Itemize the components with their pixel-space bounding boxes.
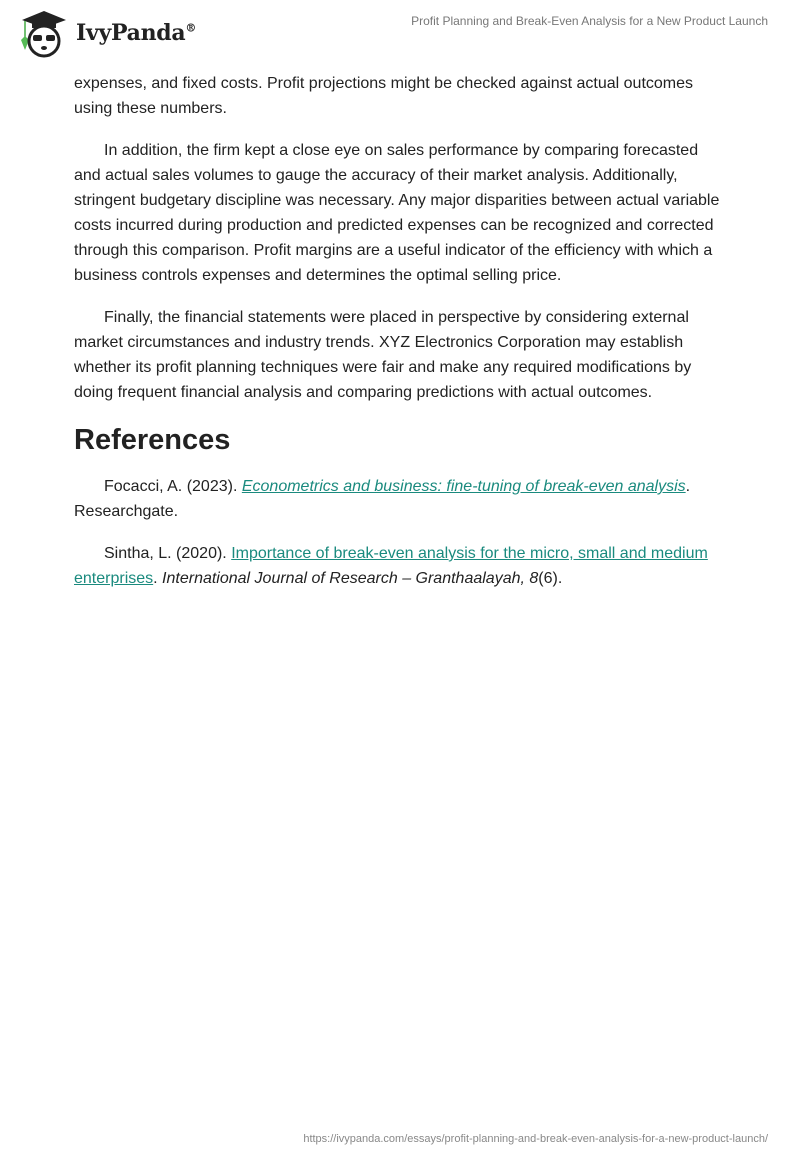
reference-item: Sintha, L. (2020). Importance of break-even analysis for the micro, small and medium enterprises. International Journal of Research – Granthaalayah, 8(6).: [74, 545, 708, 587]
ivypanda-logo[interactable]: [18, 8, 196, 58]
paragraph: In addition, the firm kept a close eye on sales performance by comparing forecasted and actual sales volumes to gauge the accuracy of their market analysis. Additionally, stringent budgetary discipline was necessary. Any major disparities between actual variable costs incurred during production and predicted expenses can be recognized and corrected through this comparison. Profit margins are a useful indicator of the efficiency with which a business controls expenses and determines the optimal selling price.: [74, 142, 720, 284]
logo-text: IvyPanda®: [76, 20, 197, 46]
reference-item: Focacci, A. (2023). Econometrics and business: fine-tuning of break-even analysis. Researchgate.: [74, 478, 691, 520]
panda-graduate-icon: [18, 8, 70, 58]
document-title: Profit Planning and Break-Even Analysis for a New Product Launch: [411, 14, 768, 28]
references-heading: References: [74, 424, 231, 456]
reference-link[interactable]: Econometrics and business: fine-tuning of break-even analysis: [241, 478, 686, 495]
source-url: https://ivypanda.com/essays/profit-planning-and-break-even-analysis-for-a-new-product-launch/: [303, 1133, 768, 1145]
reference-link[interactable]: Importance of break-even analysis for the micro, small and medium enterprises: [74, 545, 708, 587]
paragraph: expenses, and fixed costs. Profit projections might be checked against actual outcomes using these numbers.: [74, 75, 694, 117]
essay-content: [74, 71, 724, 608]
paragraph: Finally, the financial statements were placed in perspective by considering external market circumstances and industry trends. XYZ Electronics Corporation may establish whether its profit planning techniques were fair and make any required modifications by doing frequent financial analysis and comparing predictions with actual outcomes.: [74, 309, 692, 401]
